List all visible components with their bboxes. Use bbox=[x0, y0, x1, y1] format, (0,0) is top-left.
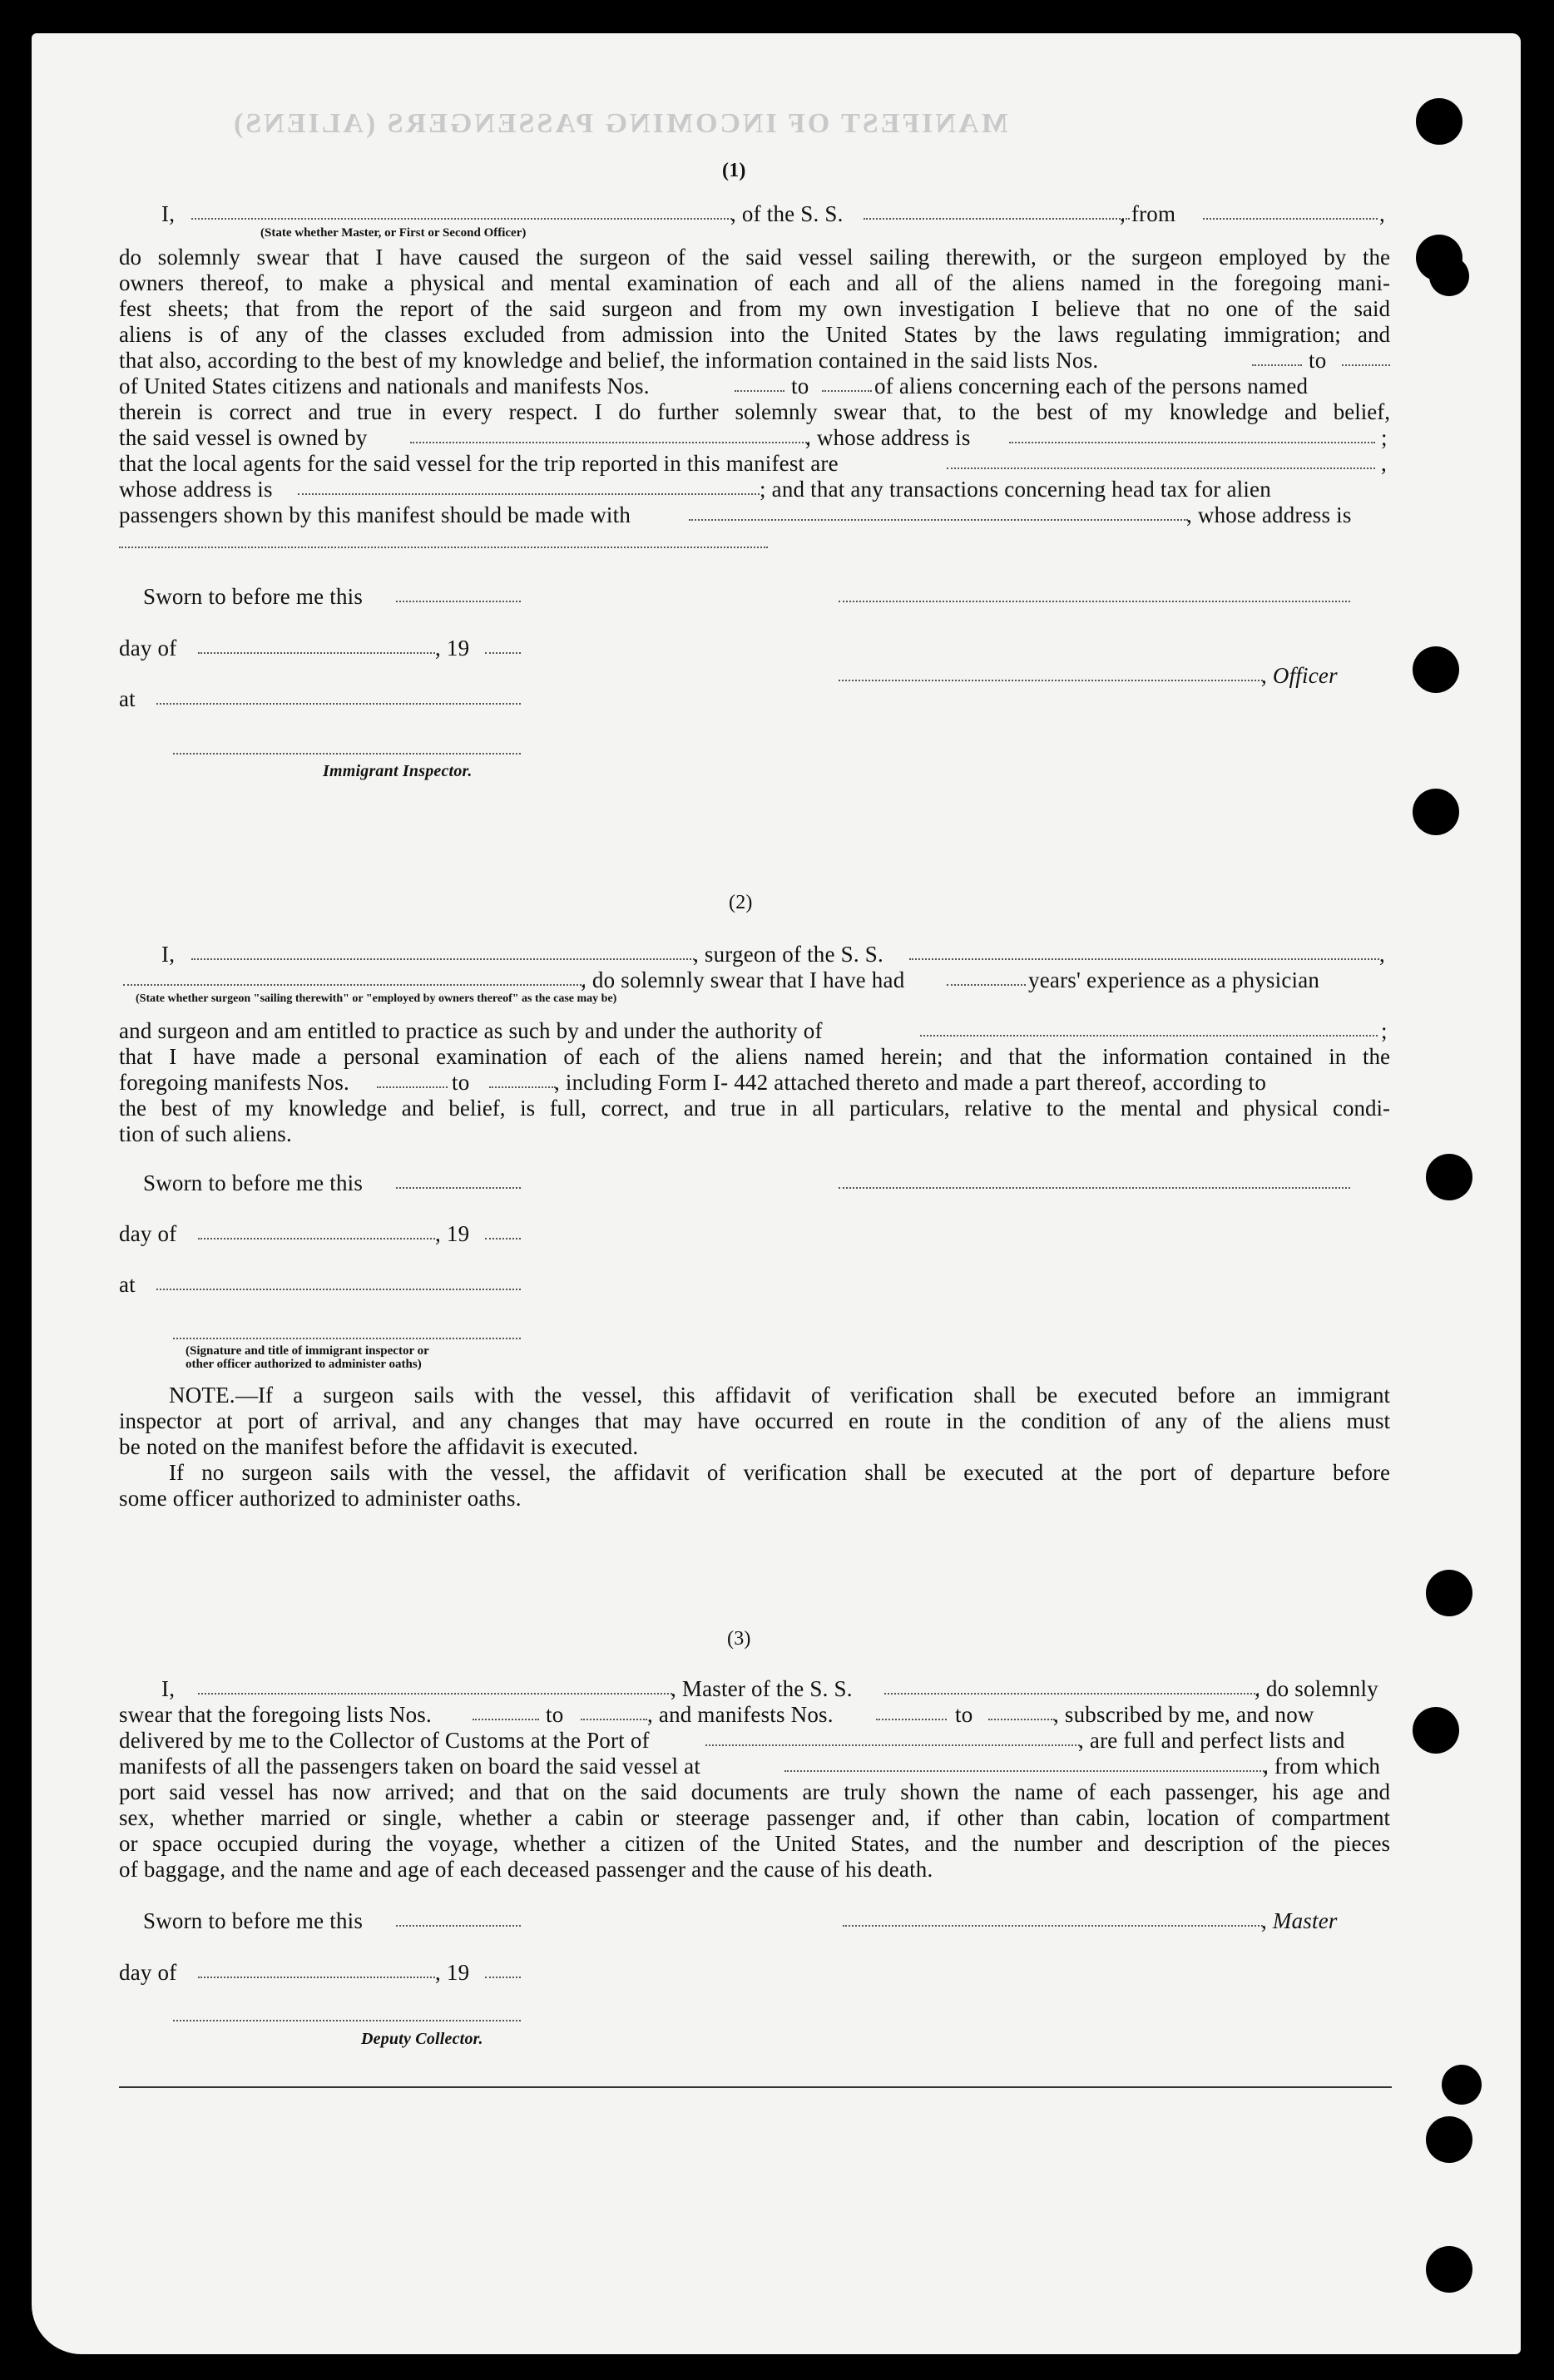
s1-para-line11b: , whose address is bbox=[1186, 502, 1352, 527]
s3-line3a: delivered by me to the Collector of Customs at the Port of bbox=[119, 1728, 650, 1753]
s3-line1-solemnly: , do solemnly bbox=[1255, 1676, 1378, 1701]
s2-at-field[interactable] bbox=[156, 1289, 521, 1290]
s2-day-field[interactable] bbox=[198, 1238, 435, 1239]
s3-line8: of baggage, and the name and age of each deceased passenger and the cause of his death. bbox=[119, 1857, 933, 1882]
punch-hole bbox=[1413, 789, 1459, 835]
s1-para-line8a: the said vessel is owned by bbox=[119, 425, 368, 450]
punch-hole bbox=[1426, 2246, 1472, 2293]
s1-para-line6a: of United States citizens and nationals and manifests Nos. bbox=[119, 374, 650, 398]
bottom-rule bbox=[119, 2086, 1392, 2088]
s3-line1-i: I, bbox=[161, 1676, 176, 1701]
s1-line1-from: , from bbox=[1120, 201, 1176, 226]
years-experience-field[interactable] bbox=[947, 984, 1026, 986]
note-line2: inspector at port of arrival, and any changes that may have occurred en route in the condition of any of the aliens must bbox=[119, 1408, 1390, 1433]
s2-at: at bbox=[119, 1272, 136, 1297]
lists-to-field[interactable] bbox=[1342, 364, 1390, 366]
section-3-number: (3) bbox=[727, 1628, 751, 1650]
s1-para-line9b: , bbox=[1381, 451, 1387, 476]
s1-para-line3: fest sheets; that from the report of the said surgeon and from my own investigation I believe that no one of the said bbox=[119, 296, 1390, 321]
s1-dayof: day of bbox=[119, 636, 177, 661]
s1-para-line10b: ; and that any transactions concerning head tax for alien bbox=[760, 477, 1271, 502]
s3-line1-ss: , Master of the S. S. bbox=[671, 1676, 853, 1701]
s2-year-field[interactable] bbox=[485, 1238, 521, 1239]
s3-lists-to-field[interactable] bbox=[581, 1719, 647, 1720]
s2-para-line4: that I have made a personal examination of each of the aliens named herein; and that the information contained in the bbox=[119, 1044, 1390, 1069]
head-tax-field[interactable] bbox=[689, 519, 1188, 521]
s1-para-line6c: of aliens concerning each of the persons named bbox=[874, 374, 1309, 398]
s1-at-field[interactable] bbox=[156, 703, 521, 705]
s3-port-field[interactable] bbox=[705, 1744, 1080, 1746]
s3-year: , 19 bbox=[435, 1960, 470, 1985]
punch-hole bbox=[1426, 2116, 1472, 2163]
s3-boarding-port-field[interactable] bbox=[784, 1770, 1267, 1772]
s1-line1-comma: , bbox=[1379, 201, 1385, 226]
s3-dayof: day of bbox=[119, 1960, 177, 1985]
s3-day-field[interactable] bbox=[198, 1977, 435, 1978]
s1-inspector-sig-line[interactable] bbox=[173, 753, 521, 755]
s1-para-line10a: whose address is bbox=[119, 477, 273, 502]
note-line5: some officer authorized to administer oaths. bbox=[119, 1486, 522, 1511]
s1-officer-name-line[interactable] bbox=[839, 680, 1263, 681]
s3-line2a: swear that the foregoing lists Nos. bbox=[119, 1702, 432, 1727]
s1-officer-sig-line[interactable] bbox=[839, 601, 1350, 602]
s1-para-line1: do solemnly swear that I have caused the surgeon of the said vessel sailing therewith, or the surgeon employed by the bbox=[119, 245, 1390, 270]
note-line3: be noted on the manifest before the affidavit is executed. bbox=[119, 1434, 639, 1459]
s2-line1-comma: , bbox=[1379, 942, 1385, 967]
s3-line3b: , are full and perfect lists and bbox=[1078, 1728, 1345, 1753]
s1-para-line6b: to bbox=[791, 374, 809, 398]
s2-line1-i: I, bbox=[161, 942, 176, 967]
s1-year-field[interactable] bbox=[485, 652, 521, 654]
s3-master-label: , Master bbox=[1261, 1908, 1338, 1933]
s1-day-field[interactable] bbox=[198, 652, 435, 654]
s1-para-line7: therein is correct and true in every respect. I do further solemnly swear that, to the best of my knowledge and belief, bbox=[119, 399, 1390, 424]
local-agents-field[interactable] bbox=[947, 468, 1375, 469]
s2-line1-ss: , surgeon of the S. S. bbox=[693, 942, 883, 967]
s3-master-name-field[interactable] bbox=[198, 1693, 672, 1695]
s2-line2a: , do solemnly swear that I have had bbox=[581, 967, 905, 992]
s3-master-sig-line[interactable] bbox=[843, 1925, 1263, 1927]
s3-vessel-field[interactable] bbox=[884, 1693, 1259, 1695]
s1-para-line8c: ; bbox=[1381, 425, 1388, 450]
s3-line5: port said vessel has now arrived; and that on the said documents are truly shown the name of each passenger, his age and bbox=[119, 1779, 1390, 1804]
s2-para-line7: tion of such aliens. bbox=[119, 1121, 292, 1146]
bleed-through-text: MANIFEST OF INCOMING PASSENGERS (ALIENS) bbox=[231, 108, 1008, 139]
s3-manifests-to-field[interactable] bbox=[988, 1719, 1055, 1720]
s2-line2b: years' experience as a physician bbox=[1028, 967, 1320, 992]
punch-hole bbox=[1442, 2065, 1482, 2105]
s1-para-line4: aliens is of any of the classes excluded from admission into the United States by the laws regulating immigration; and bbox=[119, 322, 1390, 347]
s1-at: at bbox=[119, 686, 136, 711]
note-line4: If no surgeon sails with the vessel, the affidavit of verification shall be executed at the port of departure before bbox=[169, 1460, 1390, 1485]
s3-lists-from-field[interactable] bbox=[473, 1719, 539, 1720]
s2-manifests-from-field[interactable] bbox=[377, 1086, 448, 1088]
s1-para-line11a: passengers shown by this manifest should be made with bbox=[119, 502, 631, 527]
s1-para-line9a: that the local agents for the said vessel for the trip reported in this manifest are bbox=[119, 451, 839, 476]
s2-manifests-to-field[interactable] bbox=[489, 1086, 556, 1088]
note-label: NOTE. bbox=[169, 1383, 235, 1408]
s2-para-line3b: ; bbox=[1381, 1018, 1388, 1043]
s3-collector-sig-line[interactable] bbox=[173, 2020, 521, 2021]
s1-caption: (State whether Master, or First or Second Officer) bbox=[260, 226, 527, 240]
s3-line2e: , subscribed by me, and now bbox=[1053, 1702, 1314, 1727]
punch-hole bbox=[1429, 256, 1469, 296]
s1-para-line5b: to bbox=[1309, 348, 1327, 373]
s3-line2c: , and manifests Nos. bbox=[647, 1702, 834, 1727]
s3-line2d: to bbox=[955, 1702, 973, 1727]
s2-para-line5b: to bbox=[452, 1070, 470, 1095]
s2-para-line3a: and surgeon and am entitled to practice as such by and under the authority of bbox=[119, 1018, 823, 1043]
section-2-number: (2) bbox=[729, 892, 753, 913]
s1-year: , 19 bbox=[435, 636, 470, 661]
manifests-from-field[interactable] bbox=[735, 390, 784, 392]
s2-para-line5a: foregoing manifests Nos. bbox=[119, 1070, 350, 1095]
s3-line6: sex, whether married or single, whether a cabin or steerage passenger and, if other than cabin, location of compartment bbox=[119, 1805, 1390, 1830]
section-1-number: (1) bbox=[722, 160, 746, 181]
punch-hole bbox=[1426, 1570, 1472, 1616]
manifests-to-field[interactable] bbox=[822, 390, 872, 392]
s3-line7: or space occupied during the voyage, whether a citizen of the United States, and the number and description of the pieces bbox=[119, 1831, 1390, 1856]
punch-hole bbox=[1426, 1154, 1472, 1200]
s1-line1-i: I, bbox=[161, 201, 176, 226]
punch-hole bbox=[1416, 98, 1462, 145]
s1-inspector-label: Immigrant Inspector. bbox=[323, 762, 473, 780]
lists-from-field[interactable] bbox=[1252, 364, 1302, 366]
authority-field[interactable] bbox=[920, 1035, 1378, 1037]
s3-line4a: manifests of all the passengers taken on board the said vessel at bbox=[119, 1754, 701, 1779]
s2-year: , 19 bbox=[435, 1221, 470, 1246]
form-page bbox=[32, 33, 1521, 2354]
vessel-name-field[interactable] bbox=[864, 218, 1130, 220]
s3-year-field[interactable] bbox=[485, 1977, 521, 1978]
s2-para-line5c: , including Form I- 442 attached thereto and made a part thereof, according to bbox=[554, 1070, 1267, 1095]
s3-sworn: Sworn to before me this bbox=[143, 1908, 364, 1933]
s1-line1-ss: , of the S. S. bbox=[730, 201, 844, 226]
owner-field[interactable] bbox=[410, 442, 809, 443]
master-name-field[interactable] bbox=[191, 218, 732, 220]
s1-para-line2: owners thereof, to make a physical and mental examination of each and all of the aliens named in the foregoing mani- bbox=[119, 270, 1390, 295]
s3-line4b: , from which bbox=[1263, 1754, 1381, 1779]
from-port-field[interactable] bbox=[1203, 218, 1378, 220]
s2-inspector-sig-line[interactable] bbox=[173, 1338, 521, 1339]
s1-para-line8b: , whose address is bbox=[805, 425, 971, 450]
s3-manifests-from-field[interactable] bbox=[876, 1719, 947, 1720]
s2-para-line6: the best of my knowledge and belief, is full, correct, and true in all particulars, relative to the mental and physical condi- bbox=[119, 1096, 1390, 1121]
s2-surgeon-sig-line[interactable] bbox=[839, 1187, 1350, 1189]
s3-collector-label: Deputy Collector. bbox=[361, 2030, 483, 2048]
agents-address-field[interactable] bbox=[298, 493, 760, 495]
punch-hole bbox=[1413, 1707, 1459, 1754]
s2-sig-caption-2: other officer authorized to administer oaths) bbox=[186, 1358, 422, 1371]
surgeon-status-field[interactable] bbox=[123, 984, 585, 986]
s1-para-line5a: that also, according to the best of my knowledge and belief, the information contained in the said lists Nos. bbox=[119, 348, 1099, 373]
s1-sworn: Sworn to before me this bbox=[143, 584, 364, 609]
s2-sig-caption-1: (Signature and title of immigrant inspector or bbox=[186, 1344, 429, 1358]
head-tax-address-field[interactable] bbox=[119, 547, 768, 548]
s3-line2b: to bbox=[546, 1702, 564, 1727]
surgeon-name-field[interactable] bbox=[191, 958, 695, 960]
owner-address-field[interactable] bbox=[1009, 442, 1375, 443]
s2-caption: (State whether surgeon "sailing therewith" or "employed by owners thereof" as the case may be) bbox=[136, 992, 617, 1005]
s3-sworn-date-field[interactable] bbox=[396, 1925, 521, 1927]
note-line1: —If a surgeon sails with the vessel, this affidavit of verification shall be executed before an immigrant bbox=[235, 1383, 1390, 1408]
s2-sworn-date-field[interactable] bbox=[396, 1187, 521, 1189]
s1-officer-label: , Officer bbox=[1261, 663, 1338, 688]
s1-sworn-date-field[interactable] bbox=[396, 601, 521, 602]
s2-dayof: day of bbox=[119, 1221, 177, 1246]
s2-sworn: Sworn to before me this bbox=[143, 1170, 364, 1195]
s2-vessel-field[interactable] bbox=[909, 958, 1379, 960]
punch-hole bbox=[1413, 646, 1459, 693]
